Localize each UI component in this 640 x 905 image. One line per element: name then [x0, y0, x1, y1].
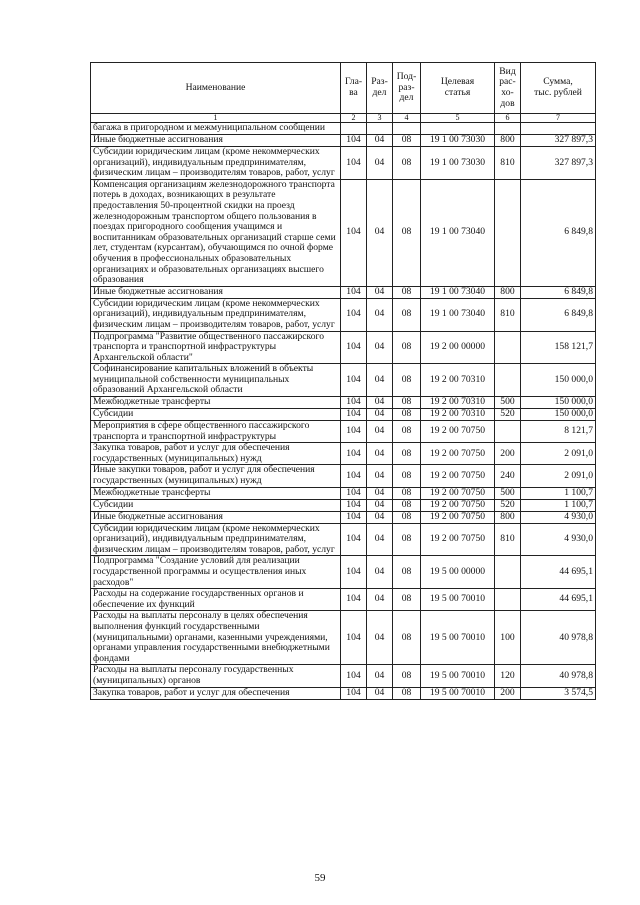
cell-sum: 327 897,3: [521, 135, 596, 147]
cell-podrazdel: 08: [393, 589, 421, 611]
cell-podrazdel: 08: [393, 687, 421, 699]
cell-target: 19 2 00 70750: [421, 499, 495, 511]
header-vid: Вид рас- хо- дов: [495, 63, 521, 114]
cell-razdel: 04: [367, 421, 393, 443]
cell-target: 19 2 00 70310: [421, 397, 495, 409]
cell-podrazdel: 08: [393, 465, 421, 487]
cell-sum: 150 000,0: [521, 409, 596, 421]
cell-name: Расходы на содержание государственных органов и обеспечение их функций: [91, 589, 341, 611]
cell-target: 19 5 00 70010: [421, 665, 495, 687]
cell-razdel: 04: [367, 331, 393, 364]
cell-target: 19 2 00 70310: [421, 409, 495, 421]
column-number: 6: [495, 114, 521, 123]
cell-glava: 104: [341, 499, 367, 511]
page-number: 59: [314, 872, 326, 884]
cell-sum: 2 091,0: [521, 465, 596, 487]
cell-name: Межбюджетные трансферты: [91, 397, 341, 409]
cell-razdel: 04: [367, 511, 393, 523]
cell-razdel: 04: [367, 135, 393, 147]
cell-target: 19 2 00 70750: [421, 421, 495, 443]
column-number: 3: [367, 114, 393, 123]
cell-sum: 44 695,1: [521, 556, 596, 589]
table-row: [91, 298, 596, 331]
cell-sum: 6 849,8: [521, 286, 596, 298]
cell-name: Субсидии юридическим лицам (кроме некоммерческих организаций), индивидуальным предпринимателям, физическим лицам – производителям товаров, работ, услуг: [91, 147, 341, 180]
cell-vid: [495, 421, 521, 443]
cell-glava: 104: [341, 523, 367, 556]
cell-glava: 104: [341, 687, 367, 699]
header-target: Целевая статья: [421, 63, 495, 114]
cell-glava: 104: [341, 147, 367, 180]
cell-glava: 104: [341, 487, 367, 499]
table-row: [91, 147, 596, 180]
cell-razdel: 04: [367, 499, 393, 511]
cell-vid: 800: [495, 511, 521, 523]
cell-glava: 104: [341, 135, 367, 147]
cell-razdel: 04: [367, 487, 393, 499]
cell-name: Подпрограмма "Развитие общественного пассажирского транспорта и транспортной инфраструктуры Архангельской области": [91, 331, 341, 364]
cell-vid: [495, 556, 521, 589]
cell-sum: 40 978,8: [521, 611, 596, 665]
cell-vid: 520: [495, 499, 521, 511]
cell-name: Иные бюджетные ассигнования: [91, 286, 341, 298]
cell-target: 19 5 00 70010: [421, 589, 495, 611]
cell-vid: 800: [495, 286, 521, 298]
cell-sum: 3 574,5: [521, 687, 596, 699]
cell-glava: 104: [341, 421, 367, 443]
cell-name: Закупка товаров, работ и услуг для обеспечения: [91, 687, 341, 699]
cell-glava: 104: [341, 665, 367, 687]
table-body: [91, 123, 596, 700]
cell-name: Закупка товаров, работ и услуг для обеспечения государственных (муниципальных) нужд: [91, 443, 341, 465]
cell-target: 19 1 00 73040: [421, 179, 495, 286]
table-row: [91, 179, 596, 286]
cell-vid: 120: [495, 665, 521, 687]
table-row: [91, 443, 596, 465]
cell-name: багажа в пригородном и межмуниципальном сообщении: [91, 123, 341, 135]
cell-target: 19 1 00 73040: [421, 286, 495, 298]
table-row: [91, 286, 596, 298]
cell-podrazdel: 08: [393, 523, 421, 556]
cell-podrazdel: 08: [393, 397, 421, 409]
cell-razdel: [367, 123, 393, 135]
cell-razdel: 04: [367, 465, 393, 487]
cell-vid: 500: [495, 487, 521, 499]
cell-razdel: 04: [367, 556, 393, 589]
table-row: [91, 331, 596, 364]
cell-vid: 240: [495, 465, 521, 487]
cell-sum: 2 091,0: [521, 443, 596, 465]
cell-name: Мероприятия в сфере общественного пассажирского транспорта и транспортной инфраструктуры: [91, 421, 341, 443]
column-number: 4: [393, 114, 421, 123]
cell-vid: 520: [495, 409, 521, 421]
cell-glava: 104: [341, 331, 367, 364]
cell-podrazdel: 08: [393, 487, 421, 499]
cell-podrazdel: 08: [393, 179, 421, 286]
cell-name: Иные бюджетные ассигнования: [91, 135, 341, 147]
table-row: [91, 499, 596, 511]
cell-glava: 104: [341, 465, 367, 487]
cell-vid: [495, 331, 521, 364]
cell-razdel: 04: [367, 611, 393, 665]
cell-vid: 200: [495, 443, 521, 465]
cell-name: Расходы на выплаты персоналу в целях обеспечения выполнения функций государственными (муниципальными) органами, казенными учреждениями, органами управления государственными внебюджетными фондами: [91, 611, 341, 665]
cell-podrazdel: 08: [393, 409, 421, 421]
cell-podrazdel: 08: [393, 499, 421, 511]
cell-razdel: 04: [367, 179, 393, 286]
column-number: 1: [91, 114, 341, 123]
cell-glava: 104: [341, 179, 367, 286]
cell-sum: 44 695,1: [521, 589, 596, 611]
cell-podrazdel: 08: [393, 611, 421, 665]
cell-target: 19 5 00 00000: [421, 556, 495, 589]
cell-glava: 104: [341, 556, 367, 589]
cell-sum: 6 849,8: [521, 298, 596, 331]
cell-glava: 104: [341, 443, 367, 465]
cell-razdel: 04: [367, 523, 393, 556]
cell-name: Подпрограмма "Создание условий для реализации государственной программы и осуществления иных расходов": [91, 556, 341, 589]
cell-name: Субсидии: [91, 409, 341, 421]
cell-name: Субсидии: [91, 499, 341, 511]
cell-vid: [495, 364, 521, 397]
cell-target: 19 2 00 70750: [421, 443, 495, 465]
cell-razdel: 04: [367, 409, 393, 421]
table-row: [91, 123, 596, 135]
cell-name: Расходы на выплаты персоналу государственных (муниципальных) органов: [91, 665, 341, 687]
cell-podrazdel: 08: [393, 331, 421, 364]
cell-sum: 158 121,7: [521, 331, 596, 364]
cell-target: 19 2 00 00000: [421, 331, 495, 364]
cell-sum: 150 000,0: [521, 364, 596, 397]
cell-vid: [495, 589, 521, 611]
cell-sum: 4 930,0: [521, 523, 596, 556]
cell-name: Иные бюджетные ассигнования: [91, 511, 341, 523]
cell-vid: 100: [495, 611, 521, 665]
table-row: [91, 556, 596, 589]
cell-razdel: 04: [367, 298, 393, 331]
budget-table: [90, 62, 596, 700]
header-glava: Гла- ва: [341, 63, 367, 114]
cell-podrazdel: 08: [393, 556, 421, 589]
cell-sum: 1 100,7: [521, 499, 596, 511]
cell-sum: 150 000,0: [521, 397, 596, 409]
cell-glava: 104: [341, 286, 367, 298]
table-row: [91, 511, 596, 523]
table-row: [91, 487, 596, 499]
cell-podrazdel: 08: [393, 665, 421, 687]
header-podrazdel: Под- раз- дел: [393, 63, 421, 114]
column-number-row: [91, 114, 596, 123]
cell-podrazdel: 08: [393, 511, 421, 523]
column-number: 2: [341, 114, 367, 123]
cell-razdel: 04: [367, 589, 393, 611]
header-razdel: Раз- дел: [367, 63, 393, 114]
cell-glava: 104: [341, 364, 367, 397]
cell-vid: 810: [495, 147, 521, 180]
cell-podrazdel: 08: [393, 364, 421, 397]
cell-target: 19 5 00 70010: [421, 611, 495, 665]
table-row: [91, 465, 596, 487]
table-row: [91, 409, 596, 421]
cell-glava: 104: [341, 511, 367, 523]
cell-podrazdel: 08: [393, 298, 421, 331]
table-row: [91, 589, 596, 611]
header-name: Наименование: [91, 63, 341, 114]
table-row: [91, 135, 596, 147]
cell-vid: 200: [495, 687, 521, 699]
table-header: [91, 63, 596, 123]
cell-sum: 8 121,7: [521, 421, 596, 443]
cell-sum: 40 978,8: [521, 665, 596, 687]
cell-vid: 810: [495, 523, 521, 556]
cell-name: Субсидии юридическим лицам (кроме некоммерческих организаций), индивидуальным предпринимателям, физическим лицам – производителям товаров, работ, услуг: [91, 523, 341, 556]
cell-sum: 6 849,8: [521, 179, 596, 286]
column-number: 5: [421, 114, 495, 123]
cell-vid: [495, 123, 521, 135]
table-row: [91, 665, 596, 687]
cell-razdel: 04: [367, 443, 393, 465]
cell-podrazdel: [393, 123, 421, 135]
table-row: [91, 611, 596, 665]
cell-vid: [495, 179, 521, 286]
table-row: [91, 421, 596, 443]
header-sum: Сумма, тыс. рублей: [521, 63, 596, 114]
cell-name: Софинансирование капитальных вложений в объекты муниципальной собственности муниципальных образований Архангельской области: [91, 364, 341, 397]
cell-vid: 810: [495, 298, 521, 331]
cell-target: 19 5 00 70010: [421, 687, 495, 699]
cell-target: 19 2 00 70310: [421, 364, 495, 397]
cell-glava: 104: [341, 298, 367, 331]
table-row: [91, 364, 596, 397]
cell-razdel: 04: [367, 286, 393, 298]
cell-glava: 104: [341, 397, 367, 409]
cell-podrazdel: 08: [393, 147, 421, 180]
table-row: [91, 397, 596, 409]
cell-vid: 500: [495, 397, 521, 409]
cell-name: Компенсация организациям железнодорожного транспорта потерь в доходах, возникающих в результате предоставления 50-процентной скидки на проезд железнодорожным транспортом общего пользования в поездах пригородного сообщения учащимся и воспитанникам образовательных организаций старше семи лет, студентам (курсантам), обучающимся по очной форме обучения в профессиональных образовательных организациях и образовательных организациях высшего образования: [91, 179, 341, 286]
cell-sum: 327 897,3: [521, 147, 596, 180]
cell-podrazdel: 08: [393, 421, 421, 443]
cell-sum: 4 930,0: [521, 511, 596, 523]
cell-razdel: 04: [367, 665, 393, 687]
cell-target: 19 2 00 70750: [421, 487, 495, 499]
cell-podrazdel: 08: [393, 135, 421, 147]
cell-glava: 104: [341, 589, 367, 611]
cell-podrazdel: 08: [393, 443, 421, 465]
column-number: 7: [521, 114, 596, 123]
cell-name: Иные закупки товаров, работ и услуг для обеспечения государственных (муниципальных) нужд: [91, 465, 341, 487]
cell-razdel: 04: [367, 397, 393, 409]
cell-name: Субсидии юридическим лицам (кроме некоммерческих организаций), индивидуальным предпринимателям, физическим лицам – производителям товаров, работ, услуг: [91, 298, 341, 331]
cell-sum: 1 100,7: [521, 487, 596, 499]
cell-target: 19 1 00 73030: [421, 135, 495, 147]
cell-podrazdel: 08: [393, 286, 421, 298]
cell-razdel: 04: [367, 147, 393, 180]
cell-sum: [521, 123, 596, 135]
cell-target: [421, 123, 495, 135]
cell-razdel: 04: [367, 687, 393, 699]
table-row: [91, 687, 596, 699]
cell-name: Межбюджетные трансферты: [91, 487, 341, 499]
cell-glava: 104: [341, 409, 367, 421]
cell-vid: 800: [495, 135, 521, 147]
cell-target: 19 1 00 73030: [421, 147, 495, 180]
cell-target: 19 2 00 70750: [421, 511, 495, 523]
cell-target: 19 2 00 70750: [421, 523, 495, 556]
table-row: [91, 523, 596, 556]
cell-glava: [341, 123, 367, 135]
cell-razdel: 04: [367, 364, 393, 397]
cell-target: 19 1 00 73040: [421, 298, 495, 331]
cell-target: 19 2 00 70750: [421, 465, 495, 487]
cell-glava: 104: [341, 611, 367, 665]
header-row: [91, 63, 596, 114]
